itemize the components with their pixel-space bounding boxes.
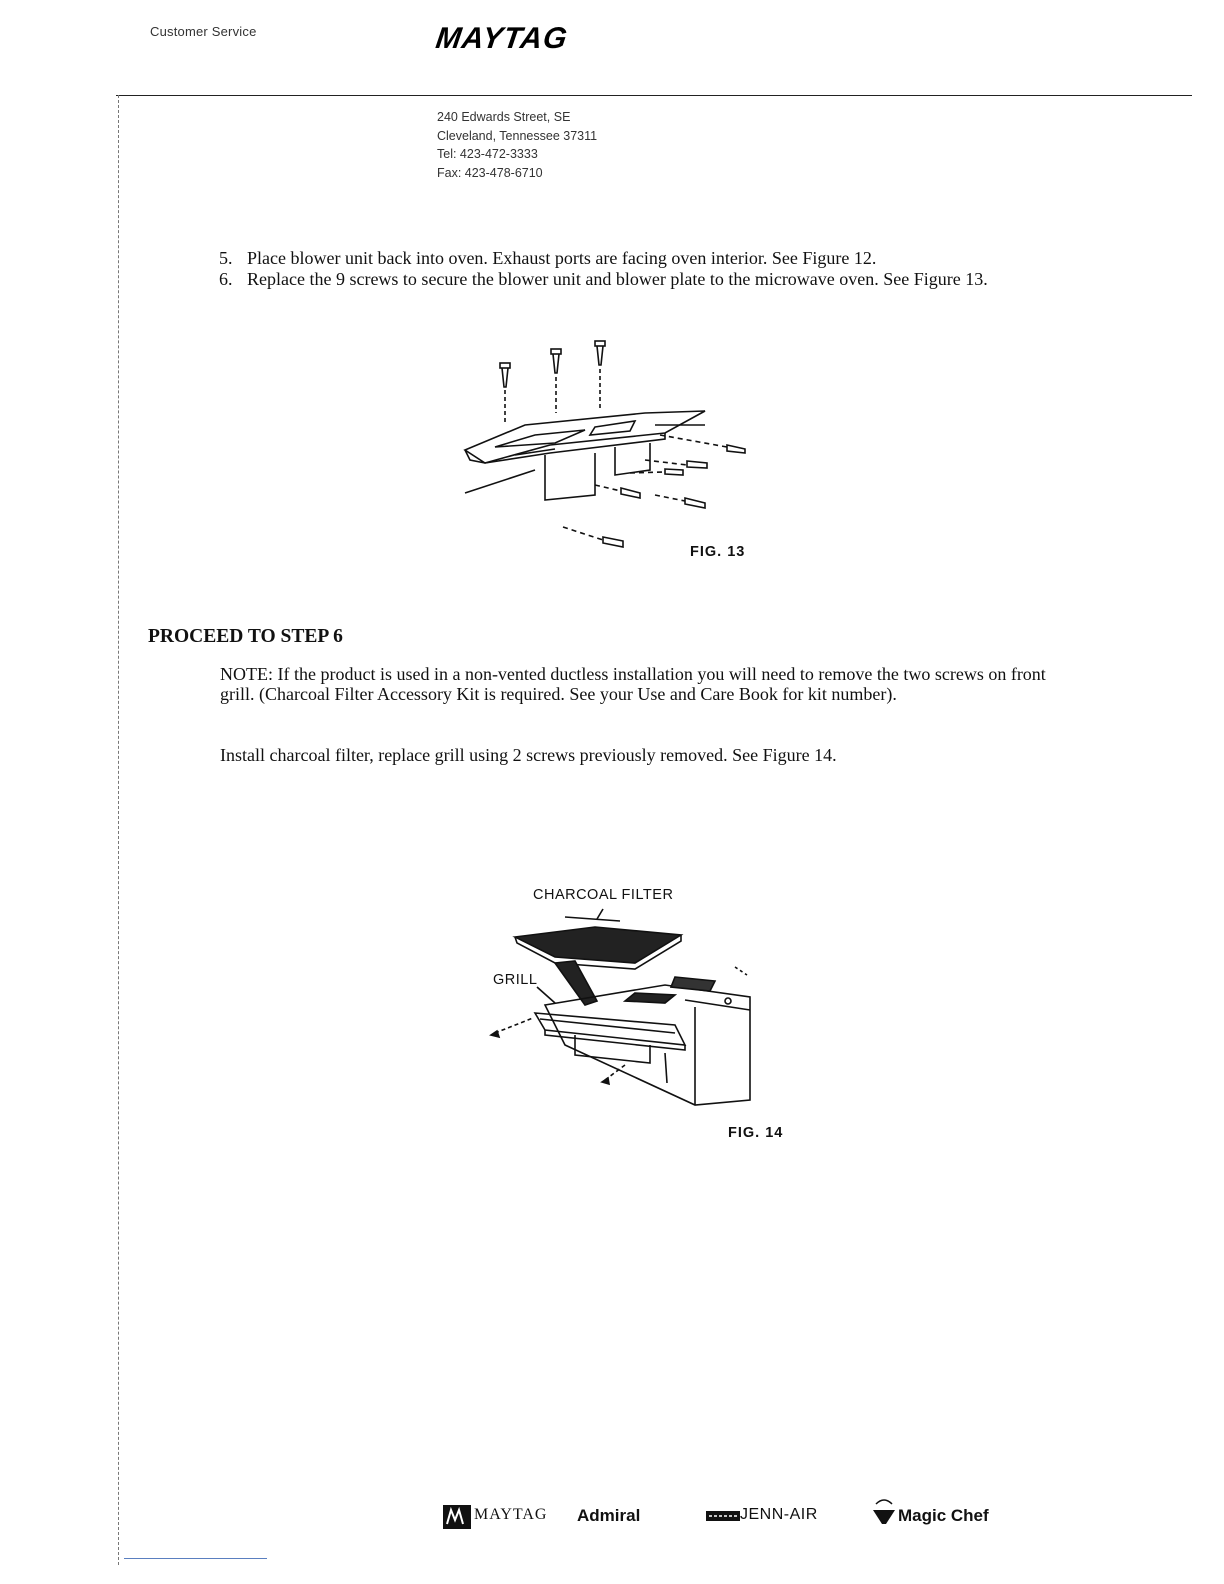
charcoal-filter-callout: CHARCOAL FILTER (533, 887, 674, 903)
jenn-air-emblem-icon (706, 1511, 740, 1521)
address-tel: Tel: 423-472-3333 (437, 147, 538, 161)
bottom-rule (124, 1558, 267, 1559)
screw-icon (603, 537, 623, 547)
step-6 (219, 268, 1049, 316)
brand-footer (440, 1500, 1040, 1532)
note-paragraph: NOTE: If the product is used in a non-vented ductless installation you will need to remove the two screws on front grill. (Charcoal Filter Accessory Kit is required. See your Use and Care Book for kit number). (220, 664, 1046, 704)
brand-magic-chef: Magic Chef (898, 1506, 989, 1525)
screw-icon (665, 469, 683, 475)
screw-icon (621, 488, 640, 498)
department-label: Customer Service (150, 24, 257, 39)
step-text: Replace the 9 screws to secure the blower unit and blower plate to the microwave oven. See Figure 13. (247, 269, 988, 289)
step-text: Place blower unit back into oven. Exhaust ports are facing oven interior. See Figure 12. (247, 248, 877, 268)
screw-icon (500, 363, 510, 425)
address-city: Cleveland, Tennessee 37311 (437, 128, 598, 143)
step-number: 6. (219, 269, 233, 289)
screw-icon (727, 445, 745, 453)
address-fax: Fax: 423-478-6710 (437, 165, 543, 180)
step-number: 5. (219, 248, 233, 268)
section-heading: PROCEED TO STEP 6 (148, 626, 343, 647)
screw-icon (687, 461, 707, 468)
maytag-emblem-icon (442, 1504, 472, 1530)
charcoal-filter-grill-diagram-icon (485, 905, 775, 1115)
brand-admiral: Admiral (577, 1506, 641, 1525)
magic-chef-emblem-icon (870, 1494, 898, 1528)
left-margin-rule (118, 95, 119, 1565)
header-divider (116, 95, 1192, 96)
screw-icon (685, 498, 705, 508)
brand-maytag: MAYTAG (474, 1506, 548, 1523)
grill-callout: GRILL (493, 972, 538, 988)
screw-icon (595, 341, 605, 409)
brand-jenn-air: JENN-AIR (740, 1506, 818, 1523)
maytag-logo: MAYTAG (433, 22, 570, 55)
address-street: 240 Edwards Street, SE (437, 110, 571, 124)
fig13-caption: FIG. 13 (690, 544, 746, 560)
address-block (437, 108, 597, 182)
fig14-caption: FIG. 14 (728, 1125, 784, 1141)
instruction-paragraph: Install charcoal filter, replace grill using 2 screws previously removed. See Figure 14. (220, 745, 837, 765)
blower-plate-screws-diagram-icon (455, 335, 765, 560)
screw-icon (551, 349, 561, 413)
